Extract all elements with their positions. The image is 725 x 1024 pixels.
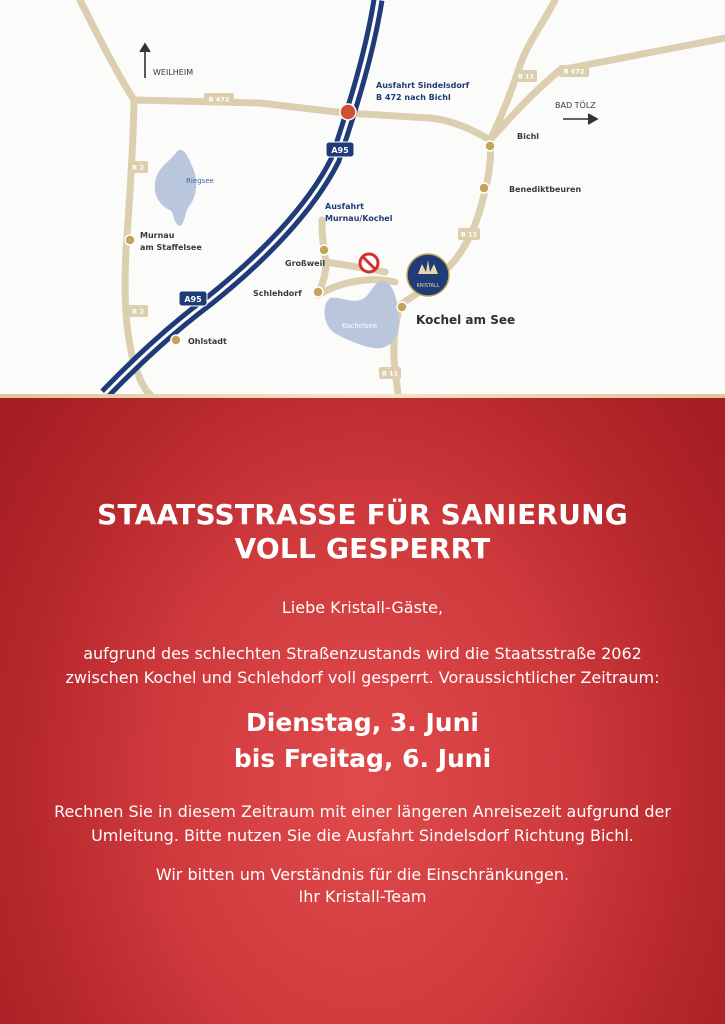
svg-text:A95: A95 [331,146,349,155]
b11-shield-south [379,367,401,379]
intro-line1: aufgrund des schlechten Straßenzustands wird die Staatsstraße 2062 [83,644,642,663]
east-arrow-icon [563,114,597,124]
svg-text:KRISTALL: KRISTALL [416,283,440,289]
ohlstadt-dot [171,335,181,345]
bichl-dot [485,141,495,151]
kochelsee-lake [324,281,398,348]
sindelsdorf-exit-marker [340,104,356,120]
b11-shield-mid [458,228,480,240]
grossweil-dot [319,245,329,255]
staffelsee-label: am Staffelsee [140,243,202,252]
date-line2: bis Freitag, 6. Juni [233,744,492,773]
schlehdorf-label: Schlehdorf [253,289,302,298]
a95-shield-north [326,142,354,157]
detour-line2: Umleitung. Bitte nutzen Sie die Ausfahrt Sindelsdorf Richtung Bichl. [91,826,634,845]
route-map-graphic [0,0,725,394]
b2-shield-south [128,305,148,317]
route-map [0,0,725,394]
svg-text:B 2: B 2 [132,163,144,172]
murnau-dot [125,235,135,245]
svg-text:B 2: B 2 [132,307,144,316]
closing-line1: Wir bitten um Verständnis für die Einschränkungen. [155,865,570,884]
intro-text [0,642,725,690]
grossweil-label: Großweil [285,259,326,268]
detour-text [0,800,725,848]
svg-text:B 11: B 11 [517,72,535,81]
svg-text:B 11: B 11 [460,230,478,239]
a95-shield-south [179,291,207,306]
bichl-label: Bichl [517,132,540,141]
sindelsdorf-exit-line2: B 472 nach Bichl [376,93,451,102]
kochelsee-label: Kochelsee [342,322,378,330]
motorway-a95 [105,0,378,394]
schlehdorf-dot [313,287,323,297]
bad-toelz-label: BAD TÖLZ [555,101,596,110]
b11-shield-north [515,70,537,82]
riegsee-label: Riegsee [186,177,214,185]
kochel-label: Kochel am See [416,313,516,327]
svg-text:B 11: B 11 [381,369,399,378]
headline-line2: VOLL GESPERRT [234,532,491,565]
b472-shield-west [204,93,234,105]
headline [0,498,725,566]
svg-text:B 472: B 472 [563,67,585,76]
closing-line2: Ihr Kristall-Team [298,887,427,906]
benediktbeuren-label: Benediktbeuren [509,185,582,194]
murnau-exit-line2: Murnau/Kochel [325,214,393,223]
riegsee-lake [155,150,197,226]
b2-shield-north [128,161,148,173]
headline-line1: STAATSSTRASSE FÜR SANIERUNG [97,498,628,531]
ohlstadt-label: Ohlstadt [188,337,227,346]
salutation: Liebe Kristall-Gäste, [281,598,444,617]
closure-dates [0,705,725,777]
notice-panel [0,398,725,1024]
road-closure-icon [360,254,378,272]
weilheim-label: WEILHEIM [153,68,194,77]
sindelsdorf-exit-line1: Ausfahrt Sindelsdorf [376,81,470,90]
date-line1: Dienstag, 3. Juni [246,708,479,737]
kristall-hotel-logo [407,254,449,296]
murnau-label: Murnau [140,231,175,240]
intro-line2: zwischen Kochel und Schlehdorf voll gesperrt. Voraussichtlicher Zeitraum: [65,668,660,687]
benediktbeuren-dot [479,183,489,193]
north-arrow-icon [140,44,150,78]
svg-text:B 472: B 472 [208,95,230,104]
closing-text [0,864,725,908]
svg-text:A95: A95 [184,295,202,304]
kochel-dot [397,302,407,312]
murnau-exit-line1: Ausfahrt [325,202,364,211]
b472-shield-east [559,65,589,77]
detour-line1: Rechnen Sie in diesem Zeitraum mit einer längeren Anreisezeit aufgrund der [54,802,671,821]
